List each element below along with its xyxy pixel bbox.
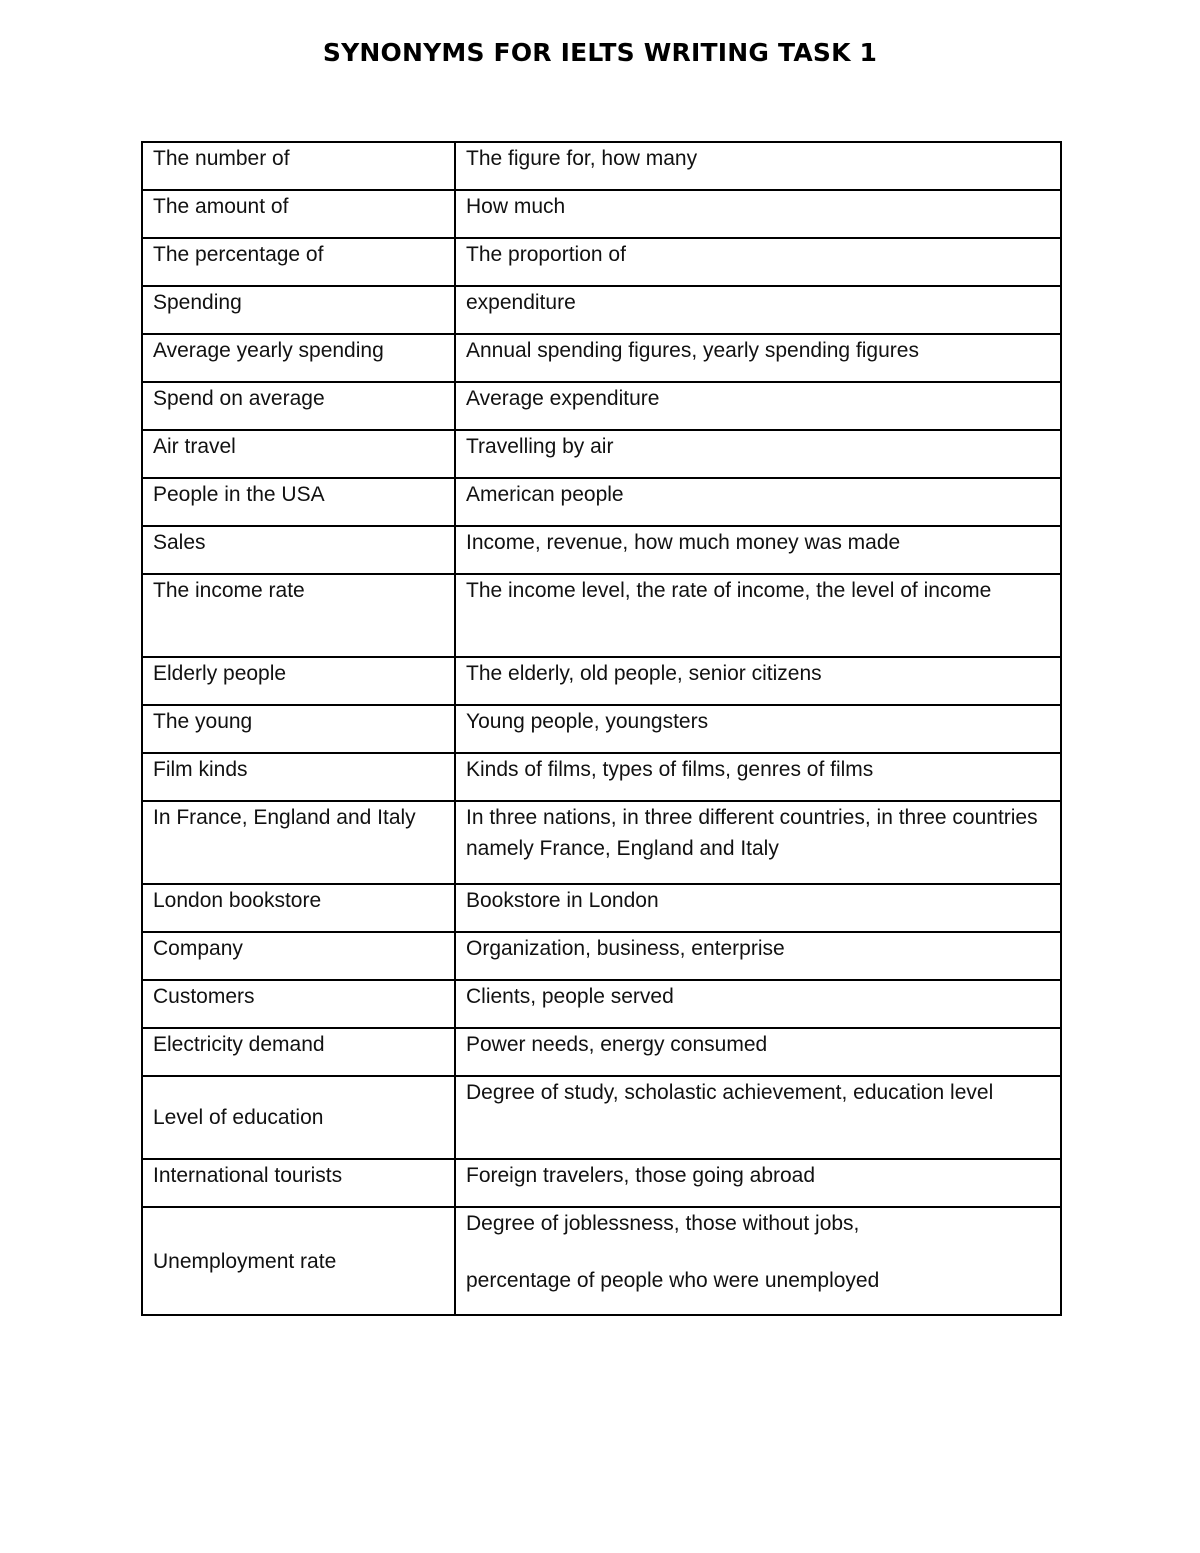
term-cell: People in the USA: [142, 478, 455, 526]
term-cell: Unemployment rate: [142, 1207, 455, 1315]
synonyms-line: Degree of joblessness, those without jobs,: [466, 1212, 860, 1235]
synonyms-cell: How much: [455, 190, 1061, 238]
term-cell: Spending: [142, 286, 455, 334]
synonyms-cell: The proportion of: [455, 238, 1061, 286]
term-cell: Customers: [142, 980, 455, 1028]
table-row: [142, 932, 1061, 980]
term-cell: London bookstore: [142, 884, 455, 932]
term-cell: Company: [142, 932, 455, 980]
table-row: [142, 382, 1061, 430]
term-cell: Electricity demand: [142, 1028, 455, 1076]
synonyms-cell: Young people, youngsters: [455, 705, 1061, 753]
table-row: [142, 238, 1061, 286]
table-row: [142, 574, 1061, 657]
term-cell: Average yearly spending: [142, 334, 455, 382]
synonyms-cell: In three nations, in three different countries, in three countries namely France, England and Italy: [455, 801, 1061, 884]
synonyms-cell: Power needs, energy consumed: [455, 1028, 1061, 1076]
synonyms-cell: expenditure: [455, 286, 1061, 334]
synonyms-cell: [455, 1207, 1061, 1315]
term-cell: International tourists: [142, 1159, 455, 1207]
synonyms-cell: American people: [455, 478, 1061, 526]
synonyms-cell: Average expenditure: [455, 382, 1061, 430]
term-cell: Spend on average: [142, 382, 455, 430]
table-row: [142, 705, 1061, 753]
term-cell: Elderly people: [142, 657, 455, 705]
synonyms-cell: Clients, people served: [455, 980, 1061, 1028]
synonyms-cell: The elderly, old people, senior citizens: [455, 657, 1061, 705]
synonyms-cell: The figure for, how many: [455, 142, 1061, 190]
table-row: [142, 1028, 1061, 1076]
table-row: [142, 884, 1061, 932]
line-gap: [466, 1239, 1050, 1265]
table-row: [142, 190, 1061, 238]
term-cell: The number of: [142, 142, 455, 190]
synonyms-cell: The income level, the rate of income, the level of income: [455, 574, 1061, 657]
term-cell: Film kinds: [142, 753, 455, 801]
term-cell: Air travel: [142, 430, 455, 478]
table-row: [142, 980, 1061, 1028]
synonyms-cell: Organization, business, enterprise: [455, 932, 1061, 980]
term-cell: The income rate: [142, 574, 455, 657]
table-row: [142, 1076, 1061, 1159]
synonyms-line: percentage of people who were unemployed: [466, 1269, 880, 1292]
synonyms-cell: Income, revenue, how much money was made: [455, 526, 1061, 574]
term-cell: The young: [142, 705, 455, 753]
synonyms-cell: Foreign travelers, those going abroad: [455, 1159, 1061, 1207]
synonyms-cell: Travelling by air: [455, 430, 1061, 478]
synonyms-cell: Annual spending figures, yearly spending figures: [455, 334, 1061, 382]
table-row: [142, 657, 1061, 705]
term-cell: In France, England and Italy: [142, 801, 455, 884]
page-title: SYNONYMS FOR IELTS WRITING TASK 1: [322, 38, 878, 67]
synonyms-cell: Degree of study, scholastic achievement, education level: [455, 1076, 1061, 1159]
synonyms-cell: Kinds of films, types of films, genres of films: [455, 753, 1061, 801]
table-row: [142, 1159, 1061, 1207]
term-cell: The amount of: [142, 190, 455, 238]
table-row: [142, 753, 1061, 801]
synonyms-cell: Bookstore in London: [455, 884, 1061, 932]
synonyms-table: [141, 141, 1062, 1316]
term-cell: Level of education: [142, 1076, 455, 1159]
table-row: [142, 430, 1061, 478]
table-row: [142, 286, 1061, 334]
term-cell: The percentage of: [142, 238, 455, 286]
table-row: [142, 142, 1061, 190]
table-row: [142, 1207, 1061, 1315]
table-row: [142, 526, 1061, 574]
table-row: [142, 478, 1061, 526]
term-cell: Sales: [142, 526, 455, 574]
table-row: [142, 334, 1061, 382]
table-row: [142, 801, 1061, 884]
